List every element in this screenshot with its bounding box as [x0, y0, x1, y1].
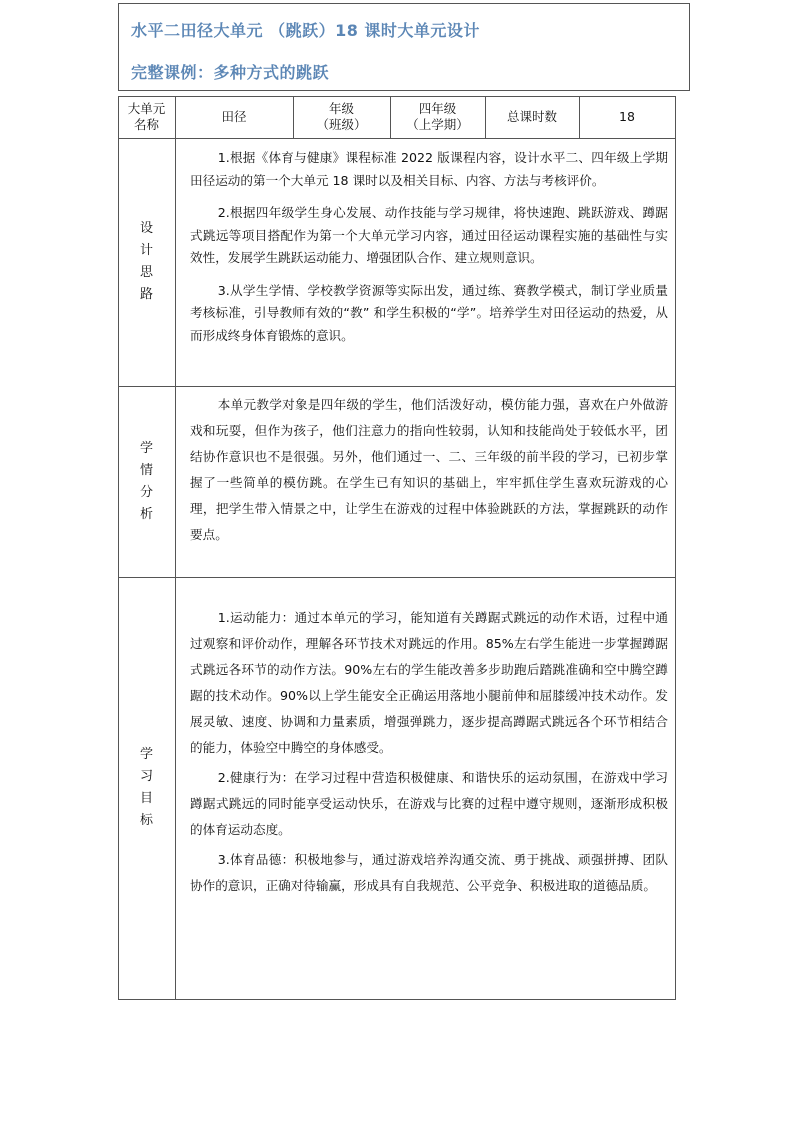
label-char: 学 — [139, 747, 153, 762]
unit-design-table — [118, 96, 676, 1000]
student-analysis-content — [190, 392, 668, 548]
unit-name-label — [118, 96, 175, 138]
learning-goals-content — [190, 605, 668, 899]
learning-goals-label — [118, 577, 175, 999]
student-analysis-label — [118, 386, 175, 577]
total-hours-label: 总课时数 — [506, 109, 557, 124]
goals-paragraph-1: 1.运动能力：通过本单元的学习，能知道有关蹲踞式跳远的动作术语，过程中通过观察和评价动作，理解各环节技术对跳远的作用。85%左右学生能进一步掌握蹲踞式跳远各环节的动作方法。90%左右的学生能改善多步助跑后踏跳准确和空中腾空蹲踞的技术动作。90%以上学生能安全正确运用落地小腿前伸和屈膝缓冲技术动作。发展灵敏、速度、协调和力量素质，增强弹跳力，逐步提高蹲踞式跳远各个环节相结合的能力，体验空中腾空的身体感受。 — [190, 610, 668, 755]
label-char: 分 — [139, 484, 153, 500]
column-divider — [175, 96, 176, 1000]
label-char: 析 — [139, 506, 153, 522]
unit-name-label-line1: 大单元 — [127, 101, 166, 116]
label-char: 思 — [139, 265, 153, 280]
unit-name-value: 田径 — [221, 109, 247, 124]
grade-value-line1: 四年级 — [418, 101, 457, 116]
label-char: 计 — [139, 243, 153, 258]
design-ideas-content — [190, 147, 668, 347]
label-char: 设 — [139, 221, 153, 236]
grade-value — [390, 96, 485, 138]
unit-name-label-line2: 名称 — [133, 117, 159, 132]
grade-value-line2: （上学期） — [406, 117, 469, 132]
row-divider — [118, 577, 676, 578]
design-paragraph-1: 1.根据《体育与健康》课程标准 2022 版课程内容，设计水平二、四年级上学期田径运动的第一个大单元 18 课时以及相关目标、内容、方法与考核评价。 — [190, 150, 668, 188]
title-box — [118, 3, 690, 91]
label-char: 标 — [139, 813, 153, 828]
grade-label-line1: 年级 — [328, 101, 354, 116]
page-title: 水平二田径大单元 （跳跃）18 课时大单元设计 — [131, 21, 480, 40]
design-ideas-label — [118, 138, 175, 386]
label-char: 目 — [139, 791, 153, 806]
label-char: 学 — [139, 440, 153, 456]
row-divider — [118, 138, 676, 139]
goals-paragraph-2: 2.健康行为：在学习过程中营造积极健康、和谐快乐的运动氛围，在游戏中学习蹲踞式跳远的同时能享受运动快乐，在游戏与比赛的过程中遵守规则，逐渐形成积极的体育运动态度。 — [190, 770, 668, 837]
grade-label-line2: （班级） — [316, 117, 367, 132]
analysis-paragraph: 本单元教学对象是四年级的学生，他们活泼好动，模仿能力强，喜欢在户外做游戏和玩耍，但作为孩子，他们注意力的指向性较弱，认知和技能尚处于较低水平，团结协作意识也不是很强。另外，他们通过一、二、三年级的前半段的学习，已初步掌握了一些简单的模仿跳。在学生已有知识的基础上，牢牢抓住学生喜欢玩游戏的心理，把学生带入情景之中，让学生在游戏的过程中体验跳跃的方法，掌握跳跃的动作要点。 — [190, 397, 668, 542]
label-char: 习 — [139, 769, 153, 784]
table-border-right — [675, 96, 676, 1000]
label-char: 路 — [139, 287, 153, 302]
design-paragraph-3: 3.从学生学情、学校教学资源等实际出发，通过练、赛教学模式，制订学业质量考核标准，引导教师有效的“教” 和学生积极的“学”。培养学生对田径运动的热爱，从而形成终身体育锻炼的意识。 — [190, 282, 668, 343]
row-divider — [118, 386, 676, 387]
table-border-bottom — [118, 999, 676, 1000]
page-subtitle: 完整课例：多种方式的跳跃 — [131, 63, 330, 82]
grade-label — [293, 96, 390, 138]
goals-paragraph-3: 3.体育品德：积极地参与，通过游戏培养沟通交流、勇于挑战、顽强拼搏、团队协作的意识，正确对待输赢，形成具有自我规范、公平竞争、积极进取的道德品质。 — [190, 852, 668, 893]
total-hours-value: 18 — [619, 109, 635, 124]
design-paragraph-2: 2.根据四年级学生身心发展、动作技能与学习规律，将快速跑、跳跃游戏、蹲踞式跳远等项目搭配作为第一个大单元学习内容，通过田径运动课程实施的基础性与实效性，发展学生跳跃运动能力、增强团队合作、建立规则意识。 — [190, 205, 668, 265]
label-char: 情 — [139, 462, 153, 478]
